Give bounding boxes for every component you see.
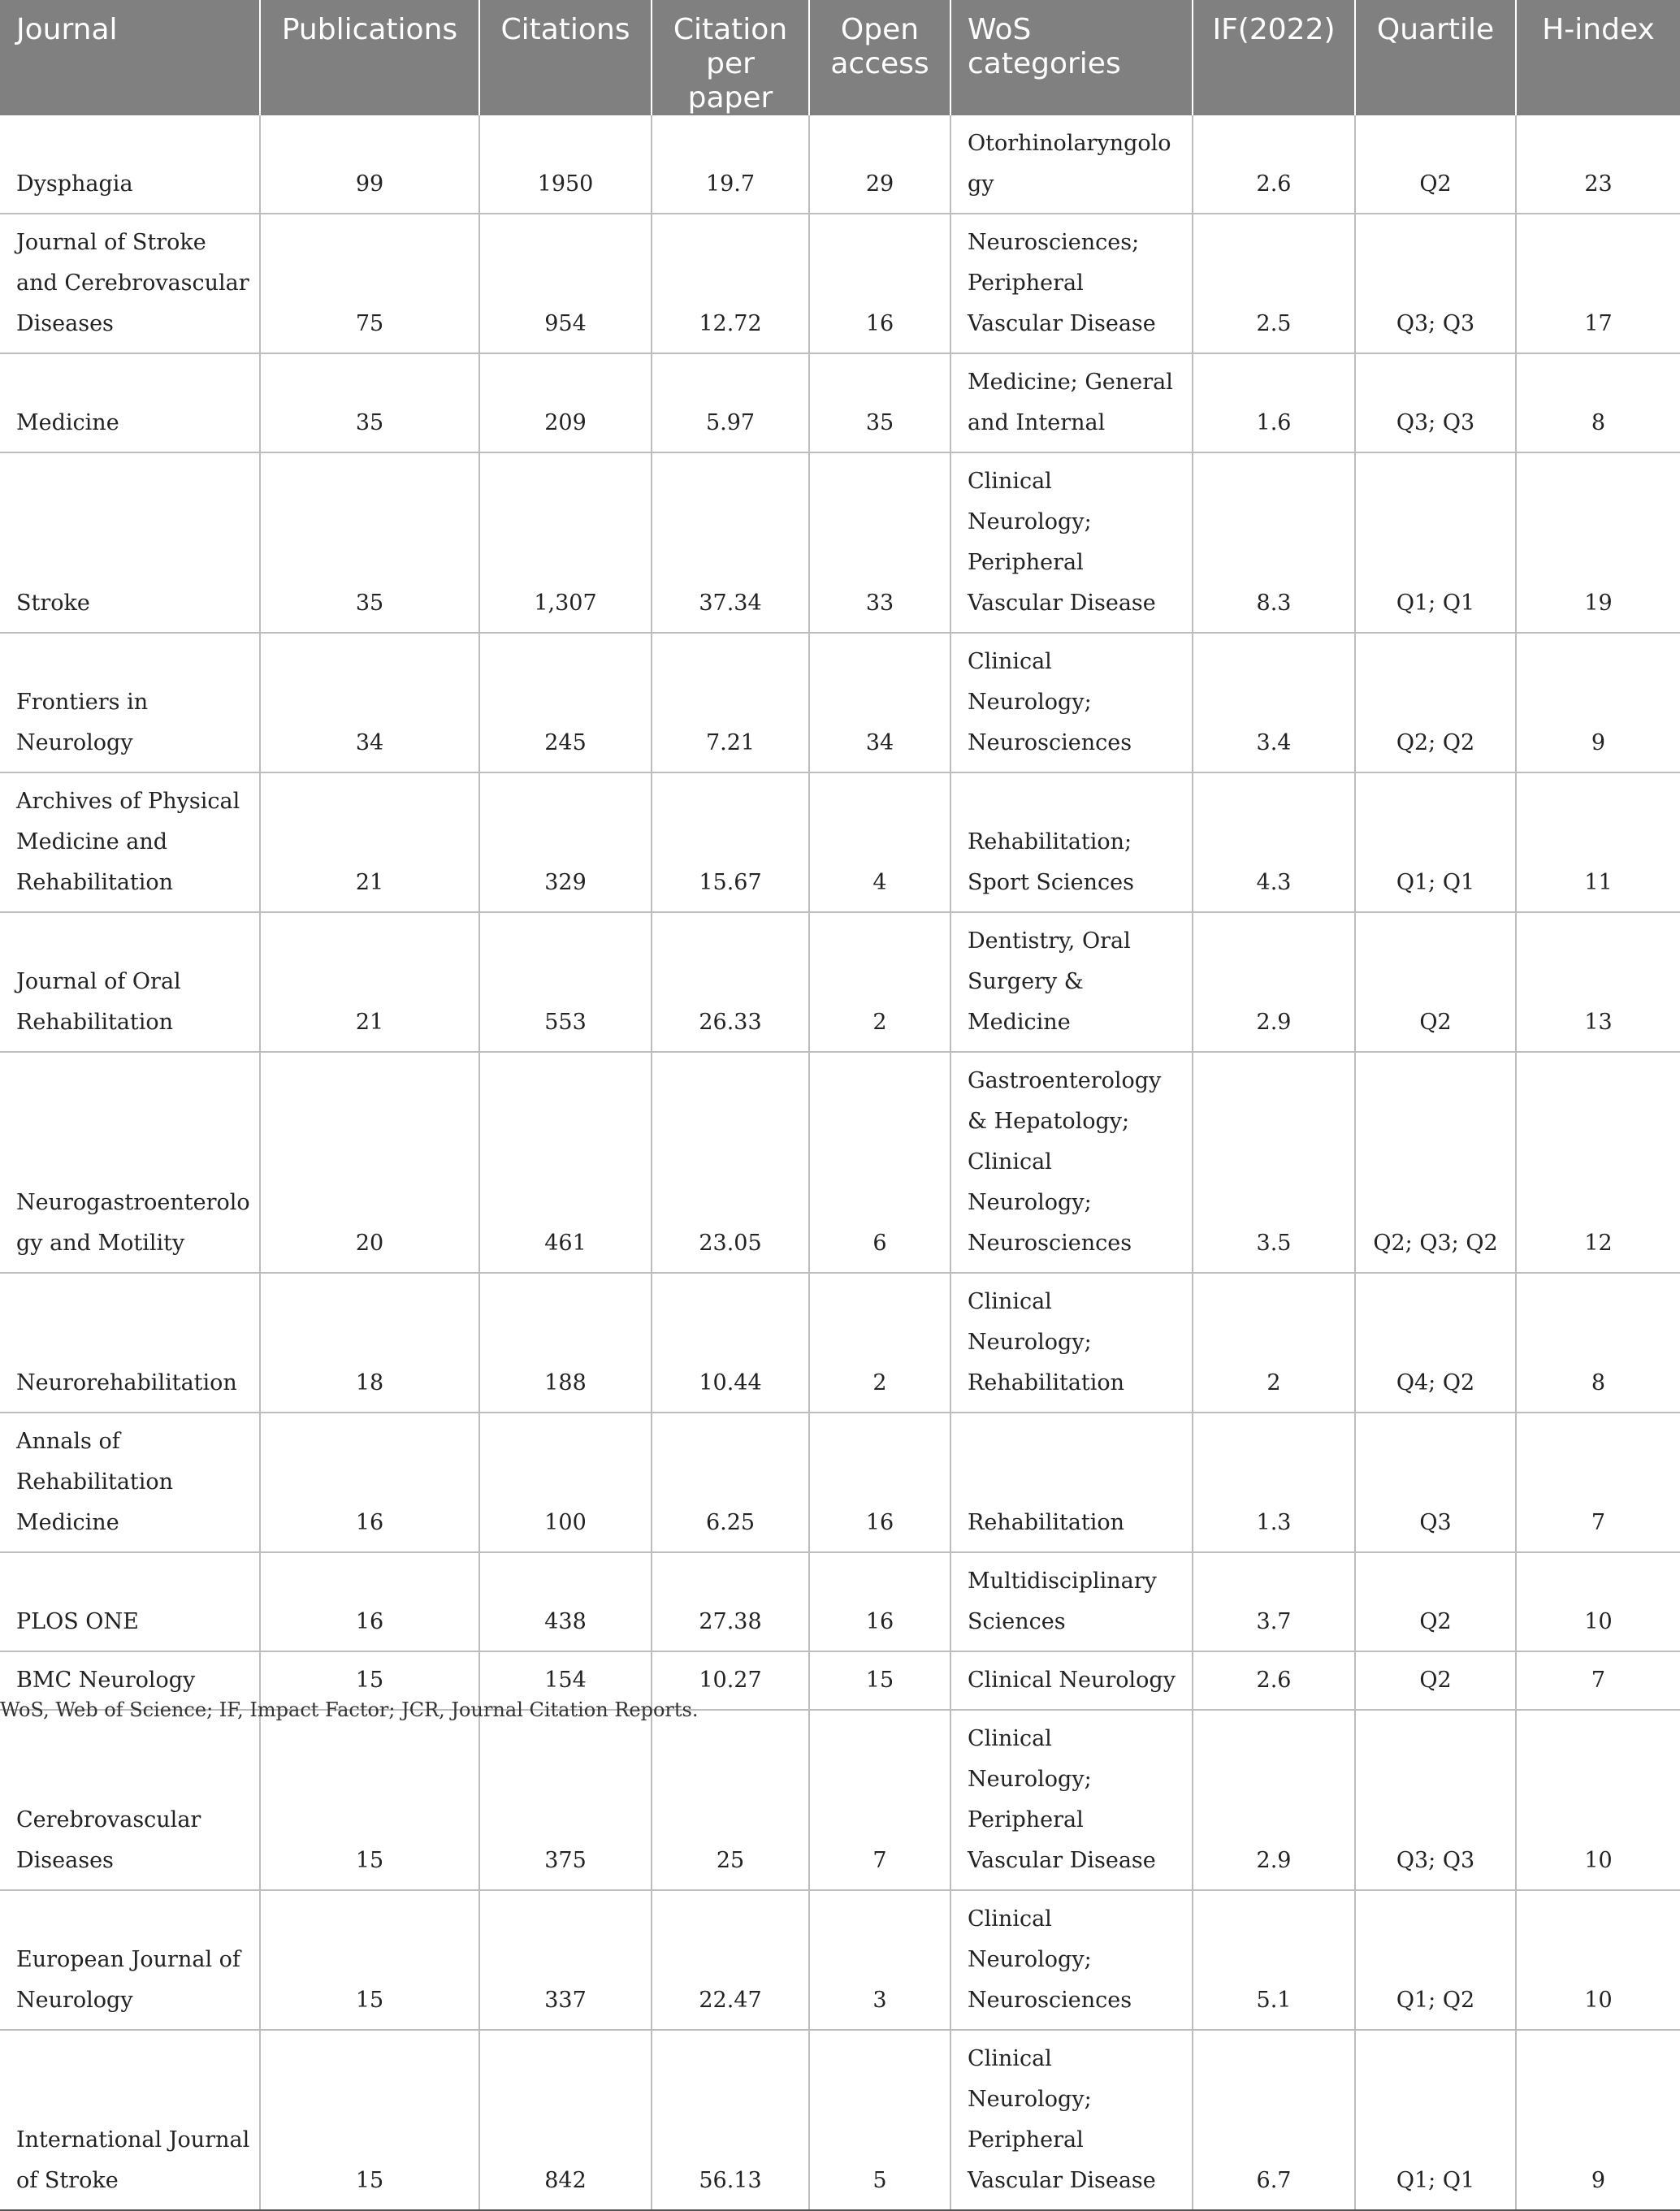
- cell-h-index: 19: [1516, 452, 1680, 633]
- cell-impact-factor: 3.7: [1193, 1552, 1355, 1651]
- table-row: [0, 633, 1680, 772]
- cell-citation-per-paper: 27.38: [652, 1552, 809, 1651]
- cell-journal: Neurogastroenterology and Motility: [0, 1052, 260, 1273]
- cell-h-index: 9: [1516, 2030, 1680, 2210]
- cell-h-index: 13: [1516, 912, 1680, 1052]
- cell-impact-factor: 2.9: [1193, 912, 1355, 1052]
- cell-h-index: 9: [1516, 633, 1680, 772]
- cell-citations: 553: [479, 912, 652, 1052]
- cell-quartile: Q1; Q1: [1355, 452, 1516, 633]
- table-row: [0, 115, 1680, 214]
- header-h-index: H-index: [1516, 0, 1680, 115]
- cell-publications: 16: [260, 1413, 479, 1552]
- cell-h-index: 8: [1516, 1273, 1680, 1413]
- cell-impact-factor: 2.9: [1193, 1710, 1355, 1890]
- cell-h-index: 10: [1516, 1710, 1680, 1890]
- header-wos-categories: WoS categories: [950, 0, 1193, 115]
- cell-publications: 75: [260, 214, 479, 353]
- cell-impact-factor: 2.5: [1193, 214, 1355, 353]
- cell-citations: 329: [479, 772, 652, 912]
- cell-citation-per-paper: 26.33: [652, 912, 809, 1052]
- cell-wos-categories: Dentistry, Oral Surgery & Medicine: [950, 912, 1193, 1052]
- cell-impact-factor: 1.3: [1193, 1413, 1355, 1552]
- table-row: [0, 452, 1680, 633]
- table-row: [0, 772, 1680, 912]
- cell-publications: 35: [260, 353, 479, 452]
- cell-journal: BMC Neurology: [0, 1651, 260, 1710]
- table-row: [0, 353, 1680, 452]
- cell-publications: 15: [260, 1651, 479, 1710]
- cell-publications: 20: [260, 1052, 479, 1273]
- cell-citation-per-paper: 19.7: [652, 115, 809, 214]
- cell-journal: Archives of Physical Medicine and Rehabilitation: [0, 772, 260, 912]
- header-quartile: Quartile: [1355, 0, 1516, 115]
- cell-publications: 16: [260, 1552, 479, 1651]
- cell-wos-categories: Multidisciplinary Sciences: [950, 1552, 1193, 1651]
- cell-wos-categories: Neurosciences; Peripheral Vascular Disease: [950, 214, 1193, 353]
- cell-open-access: 34: [809, 633, 950, 772]
- cell-quartile: Q3; Q3: [1355, 1710, 1516, 1890]
- cell-open-access: 2: [809, 1273, 950, 1413]
- cell-h-index: 17: [1516, 214, 1680, 353]
- cell-impact-factor: 2.6: [1193, 1651, 1355, 1710]
- cell-publications: 18: [260, 1273, 479, 1413]
- cell-impact-factor: 2: [1193, 1273, 1355, 1413]
- cell-citation-per-paper: 12.72: [652, 214, 809, 353]
- cell-publications: 35: [260, 452, 479, 633]
- cell-journal: Annals of Rehabilitation Medicine: [0, 1413, 260, 1552]
- table-row: [0, 1273, 1680, 1413]
- cell-citation-per-paper: 10.44: [652, 1273, 809, 1413]
- cell-citations: 1950: [479, 115, 652, 214]
- cell-citations: 438: [479, 1552, 652, 1651]
- cell-open-access: 33: [809, 452, 950, 633]
- cell-quartile: Q1; Q1: [1355, 2030, 1516, 2210]
- cell-wos-categories: Clinical Neurology; Peripheral Vascular Disease: [950, 1710, 1193, 1890]
- cell-citations: 1,307: [479, 452, 652, 633]
- cell-open-access: 4: [809, 772, 950, 912]
- cell-h-index: 7: [1516, 1413, 1680, 1552]
- cell-h-index: 23: [1516, 115, 1680, 214]
- cell-open-access: 16: [809, 1413, 950, 1552]
- cell-quartile: Q2: [1355, 1552, 1516, 1651]
- cell-citation-per-paper: 23.05: [652, 1052, 809, 1273]
- cell-quartile: Q3; Q3: [1355, 214, 1516, 353]
- header-publications: Publications: [260, 0, 479, 115]
- cell-h-index: 12: [1516, 1052, 1680, 1273]
- cell-journal: Dysphagia: [0, 115, 260, 214]
- cell-citations: 154: [479, 1651, 652, 1710]
- cell-citation-per-paper: 6.25: [652, 1413, 809, 1552]
- cell-open-access: 16: [809, 1552, 950, 1651]
- cell-h-index: 11: [1516, 772, 1680, 912]
- cell-wos-categories: Gastroenterology & Hepatology; Clinical Neurology; Neurosciences: [950, 1052, 1193, 1273]
- cell-quartile: Q2: [1355, 1651, 1516, 1710]
- header-citation-per-paper: Citation per paper: [652, 0, 809, 115]
- cell-citation-per-paper: 56.13: [652, 2030, 809, 2210]
- cell-h-index: 7: [1516, 1651, 1680, 1710]
- cell-publications: 34: [260, 633, 479, 772]
- table-row: [0, 214, 1680, 353]
- cell-impact-factor: 5.1: [1193, 1890, 1355, 2030]
- cell-open-access: 7: [809, 1710, 950, 1890]
- cell-wos-categories: Clinical Neurology; Peripheral Vascular Disease: [950, 452, 1193, 633]
- cell-journal: European Journal of Neurology: [0, 1890, 260, 2030]
- cell-open-access: 2: [809, 912, 950, 1052]
- cell-publications: 15: [260, 1890, 479, 2030]
- cell-quartile: Q1; Q2: [1355, 1890, 1516, 2030]
- cell-publications: 15: [260, 2030, 479, 2210]
- cell-citation-per-paper: 15.67: [652, 772, 809, 912]
- table-row: [0, 1552, 1680, 1651]
- cell-quartile: Q4; Q2: [1355, 1273, 1516, 1413]
- cell-journal: PLOS ONE: [0, 1552, 260, 1651]
- cell-citation-per-paper: 5.97: [652, 353, 809, 452]
- cell-citations: 188: [479, 1273, 652, 1413]
- cell-journal: Journal of Stroke and Cerebrovascular Diseases: [0, 214, 260, 353]
- cell-citation-per-paper: 25: [652, 1710, 809, 1890]
- table-row: [0, 1710, 1680, 1890]
- cell-citations: 100: [479, 1413, 652, 1552]
- cell-journal: International Journal of Stroke: [0, 2030, 260, 2210]
- table-row: [0, 1413, 1680, 1552]
- cell-publications: 99: [260, 115, 479, 214]
- table-row: [0, 1890, 1680, 2030]
- cell-h-index: 10: [1516, 1890, 1680, 2030]
- cell-quartile: Q2: [1355, 115, 1516, 214]
- cell-citations: 375: [479, 1710, 652, 1890]
- cell-open-access: 6: [809, 1052, 950, 1273]
- header-impact-factor: IF(2022): [1193, 0, 1355, 115]
- cell-citations: 842: [479, 2030, 652, 2210]
- cell-citation-per-paper: 37.34: [652, 452, 809, 633]
- table-row: [0, 1052, 1680, 1273]
- cell-wos-categories: Clinical Neurology; Neurosciences: [950, 633, 1193, 772]
- cell-impact-factor: 8.3: [1193, 452, 1355, 633]
- cell-publications: 15: [260, 1710, 479, 1890]
- cell-open-access: 3: [809, 1890, 950, 2030]
- cell-wos-categories: Clinical Neurology; Neurosciences: [950, 1890, 1193, 2030]
- cell-publications: 21: [260, 912, 479, 1052]
- cell-wos-categories: Clinical Neurology; Rehabilitation: [950, 1273, 1193, 1413]
- cell-open-access: 16: [809, 214, 950, 353]
- cell-citations: 245: [479, 633, 652, 772]
- cell-impact-factor: 2.6: [1193, 115, 1355, 214]
- cell-h-index: 8: [1516, 353, 1680, 452]
- cell-quartile: Q2; Q3; Q2: [1355, 1052, 1516, 1273]
- cell-journal: Cerebrovascular Diseases: [0, 1710, 260, 1890]
- header-journal: Journal: [0, 0, 260, 115]
- table-row: [0, 912, 1680, 1052]
- cell-citations: 209: [479, 353, 652, 452]
- cell-quartile: Q3: [1355, 1413, 1516, 1552]
- cell-wos-categories: Clinical Neurology; Peripheral Vascular Disease: [950, 2030, 1193, 2210]
- cell-open-access: 15: [809, 1651, 950, 1710]
- cell-impact-factor: 6.7: [1193, 2030, 1355, 2210]
- cell-citation-per-paper: 7.21: [652, 633, 809, 772]
- header-citations: Citations: [479, 0, 652, 115]
- cell-quartile: Q1; Q1: [1355, 772, 1516, 912]
- cell-open-access: 29: [809, 115, 950, 214]
- cell-open-access: 35: [809, 353, 950, 452]
- cell-journal: Journal of Oral Rehabilitation: [0, 912, 260, 1052]
- cell-impact-factor: 3.4: [1193, 633, 1355, 772]
- cell-wos-categories: Medicine; General and Internal: [950, 353, 1193, 452]
- cell-citations: 461: [479, 1052, 652, 1273]
- cell-wos-categories: Clinical Neurology: [950, 1651, 1193, 1710]
- cell-h-index: 10: [1516, 1552, 1680, 1651]
- cell-citation-per-paper: 22.47: [652, 1890, 809, 2030]
- cell-wos-categories: Otorhinolaryngology: [950, 115, 1193, 214]
- cell-impact-factor: 4.3: [1193, 772, 1355, 912]
- cell-citations: 954: [479, 214, 652, 353]
- cell-open-access: 5: [809, 2030, 950, 2210]
- cell-impact-factor: 3.5: [1193, 1052, 1355, 1273]
- cell-journal: Stroke: [0, 452, 260, 633]
- cell-quartile: Q3; Q3: [1355, 353, 1516, 452]
- table-header-row: [0, 0, 1680, 115]
- cell-citations: 337: [479, 1890, 652, 2030]
- cell-publications: 21: [260, 772, 479, 912]
- cell-journal: Medicine: [0, 353, 260, 452]
- table-body: [0, 115, 1680, 2210]
- cell-journal: Neurorehabilitation: [0, 1273, 260, 1413]
- cell-wos-categories: Rehabilitation; Sport Sciences: [950, 772, 1193, 912]
- header-open-access: Open access: [809, 0, 950, 115]
- cell-journal: Frontiers in Neurology: [0, 633, 260, 772]
- cell-quartile: Q2; Q2: [1355, 633, 1516, 772]
- table-row: [0, 2030, 1680, 2210]
- cell-impact-factor: 1.6: [1193, 353, 1355, 452]
- cell-quartile: Q2: [1355, 912, 1516, 1052]
- cell-wos-categories: Rehabilitation: [950, 1413, 1193, 1552]
- table-footnote: WoS, Web of Science; IF, Impact Factor; JCR, Journal Citation Reports.: [0, 1698, 699, 1721]
- cell-citation-per-paper: 10.27: [652, 1651, 809, 1710]
